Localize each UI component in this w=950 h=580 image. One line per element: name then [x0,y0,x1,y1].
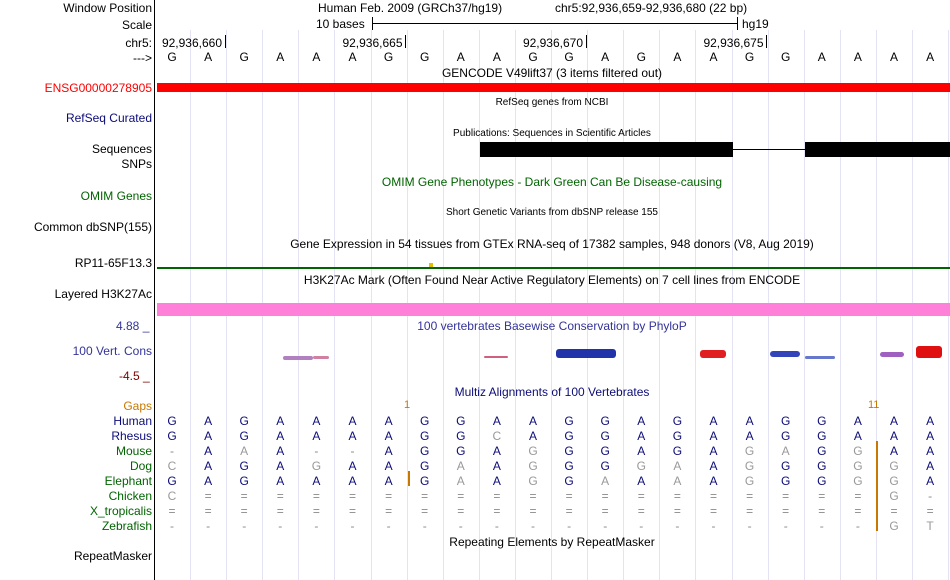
chr-label[interactable]: chr5: [125,36,152,50]
insertion-mark-elephant [408,471,410,486]
alignment-base: G [889,474,899,488]
alignment-base: G [528,474,538,488]
alignment-base: A [204,414,213,428]
alignment-base: G [420,459,430,473]
alignment-base: A [348,474,357,488]
alignment-base: = [890,504,898,518]
alignment-base: G [456,444,466,458]
refseq-title: RefSeq genes from NCBI [495,97,609,108]
alignment-base: - [819,519,824,533]
sequence-base[interactable]: A [456,50,465,64]
alignment-base: G [420,474,430,488]
gencode-title: GENCODE V49lift37 (3 items filtered out) [441,66,663,80]
alignment-base: - [350,444,355,458]
sequence-base[interactable]: A [204,50,213,64]
alignment-base: G [853,444,863,458]
sequence-base[interactable]: A [709,50,718,64]
alignment-base: G [239,474,249,488]
alignment-base: A [312,429,321,443]
alignment-base: A [781,444,790,458]
alignment-base: = [240,489,248,503]
alignment-base: - [206,519,211,533]
alignment-base: A [384,414,393,428]
alignment-base: = [385,489,393,503]
alignment-base: G [744,459,755,473]
phylop-title: 100 vertebrates Basewise Conservation by PhyloP [417,319,687,333]
alignment-base: = [348,489,356,503]
alignment-base: A [276,429,285,443]
alignment-base: G [817,429,827,443]
alignment-base: A [384,474,393,488]
alignment-base: A [312,414,321,428]
species-label-human[interactable]: Human [113,414,152,428]
alignment-base: G [564,459,574,473]
ruler-tick-mark [405,35,406,48]
alignment-base: A [204,474,213,488]
alignment-base: - [350,519,355,533]
gtex-label[interactable]: RP11-65F13.3 [74,256,152,270]
gap-mark-1: 1 [404,399,411,411]
alignment-base: G [817,414,827,428]
scale-label[interactable]: Scale [121,18,152,32]
species-label-dog[interactable]: Dog [129,459,152,473]
alignment-base: A [926,444,935,458]
alignment-base: G [853,474,863,488]
alignment-base: A [456,459,465,473]
alignment-base: A [204,459,213,473]
alignment-base: = [637,504,645,518]
alignment-base: G [600,459,610,473]
alignment-base: A [276,444,285,458]
alignment-base: = [637,489,645,503]
h3k27ac-label[interactable]: Layered H3K27Ac [54,287,152,301]
alignment-base: - [783,519,788,533]
scale-bar [372,23,738,24]
alignment-base: - [170,519,174,533]
alignment-base: - [170,444,174,458]
alignment-base: G [853,459,863,473]
alignment-base: G [672,414,683,428]
alignment-base: G [600,429,610,443]
window-position-label[interactable]: Window Position [63,1,152,15]
sequence-base[interactable]: G [564,50,574,64]
alignment-base: G [781,414,791,428]
alignment-base: G [420,414,430,428]
alignment-base: G [564,429,574,443]
alignment-base: - [639,519,644,533]
sequence-base[interactable]: G [528,50,538,64]
alignment-base: = [673,489,681,503]
alignment-base: G [528,459,538,473]
sequence-base[interactable]: A [889,50,898,64]
alignment-base: G [817,444,827,458]
alignment-base: = [673,504,681,518]
sequence-base[interactable]: G [781,50,791,64]
sequence-base[interactable]: A [276,50,285,64]
alignment-base: G [817,474,827,488]
alignment-base: A [276,459,285,473]
publication-connector [733,149,805,150]
phylop-glyph [484,356,508,358]
ruler-tick-label: 92,936,665 [342,36,403,50]
alignment-base: = [529,504,537,518]
alignment-base: = [601,489,609,503]
alignment-base: G [311,459,322,473]
alignment-base: A [709,414,718,428]
alignment-base: A [456,474,465,488]
alignment-base: = [240,504,248,518]
alignment-base: = [746,504,754,518]
alignment-base: C [492,429,502,443]
alignment-base: A [312,474,321,488]
ruler-tick-mark [766,35,767,48]
alignment-base: A [276,474,285,488]
alignment-base: = [601,504,609,518]
alignment-base: A [926,474,935,488]
alignment-base: - [494,519,499,533]
omim-label[interactable]: OMIM Genes [80,189,152,203]
phylop-min-label: -4.5 _ [119,369,150,383]
phylop-glyph [283,356,313,360]
phylop-glyph [916,346,942,358]
ruler-tick-label: 92,936,675 [703,36,764,50]
sequence-base[interactable]: A [673,50,682,64]
sequence-base[interactable]: A [926,50,935,64]
alignment-base: A [601,474,610,488]
alignment-base: - [928,489,933,503]
alignment-base: = [782,489,790,503]
sequence-base[interactable]: G [744,50,755,64]
sequence-base[interactable]: G [420,50,430,64]
alignment-base: = [818,489,826,503]
alignment-base: = [854,504,862,518]
alignment-base: - [747,519,752,533]
sequence-base[interactable]: A [601,50,610,64]
alignment-base: A [673,474,682,488]
alignment-base: G [600,414,610,428]
sequences-label[interactable]: Sequences [91,142,152,156]
alignment-base: A [384,429,393,443]
alignment-base: A [709,474,718,488]
gencode-gene-bar[interactable] [157,83,950,92]
repeatmasker-title: Repeating Elements by RepeatMasker [449,535,655,549]
alignment-base: A [853,429,862,443]
alignment-base: A [528,429,537,443]
alignment-base: A [204,429,213,443]
phylop-glyph [770,351,800,357]
alignment-base: G [420,429,430,443]
alignment-base: G [744,474,755,488]
alignment-base: A [348,414,357,428]
omim-title: OMIM Gene Phenotypes - Dark Green Can Be Disease-causing [381,175,723,189]
alignment-base: - [711,519,716,533]
species-label-rhesus[interactable]: Rhesus [111,429,152,443]
alignment-base: G [456,429,466,443]
alignment-base: = [457,489,465,503]
sequence-base[interactable]: A [492,50,501,64]
alignment-base: G [672,429,683,443]
alignment-base: A [926,414,935,428]
alignment-base: A [673,459,682,473]
alignment-base: - [242,519,247,533]
alignment-base: - [855,519,860,533]
sequence-base[interactable]: G [636,50,646,64]
alignment-base: G [781,474,791,488]
phylop-max-label: 4.88 _ [116,319,150,333]
h3k27ac-title: H3K27Ac Mark (Often Found Near Active Regulatory Elements) on 7 cell lines from ENCODE [303,273,801,287]
alignment-base: G [600,444,610,458]
alignment-base: = [204,504,212,518]
sequence-base[interactable]: A [348,50,357,64]
phylop-glyph [805,356,835,359]
label-divider [154,0,155,580]
species-label-chicken[interactable]: Chicken [108,489,152,503]
alignment-base: A [637,414,646,428]
alignment-base: = [276,504,284,518]
alignment-base: A [745,414,754,428]
alignment-base: A [745,429,754,443]
alignment-base: - [567,519,572,533]
alignment-base: = [168,504,176,518]
sequence-base[interactable]: A [312,50,321,64]
sequence-base[interactable]: A [817,50,826,64]
alignment-base: A [637,444,646,458]
phylop-label[interactable]: 100 Vert. Cons [72,344,152,358]
alignment-base: A [637,474,646,488]
alignment-base: G [420,444,430,458]
ruler-tick-label: 92,936,670 [522,36,584,50]
alignment-base: = [818,504,826,518]
alignment-base: G [889,519,899,533]
alignment-base: A [492,459,501,473]
alignment-base: G [672,444,683,458]
scale-bar-right-tick [737,17,738,30]
alignment-base: = [312,489,320,503]
alignment-base: = [926,504,934,518]
insertion-mark-column [876,441,878,531]
alignment-base: G [167,474,177,488]
alignment-base: = [782,504,790,518]
gap-mark-2: 11 [868,399,880,411]
gaps-label[interactable]: Gaps [123,399,152,413]
publications-title: Publications: Sequences in Scientific Articles [453,128,651,139]
alignment-base: A [709,459,718,473]
gencode-gene-label[interactable]: ENSG00000278905 [44,81,152,95]
publication-block-1[interactable] [480,142,733,157]
alignment-base: G [781,429,791,443]
species-label-mouse[interactable]: Mouse [115,444,152,458]
alignment-base: - [314,444,319,458]
alignment-base: G [239,459,249,473]
alignment-base: G [781,459,791,473]
alignment-base: - [422,519,427,533]
alignment-base: G [167,414,177,428]
snps-label[interactable]: SNPs [121,157,152,171]
scale-text: 10 bases [316,17,365,31]
species-label-elephant[interactable]: Elephant [104,474,152,488]
alignment-base: G [564,444,574,458]
alignment-base: = [493,489,501,503]
alignment-base: - [386,519,391,533]
gtex-title: Gene Expression in 54 tissues from GTEx RNA-seq of 17382 samples, 948 donors (V8, Aug 2019) [290,237,814,251]
alignment-base: A [276,414,285,428]
alignment-base: = [457,504,465,518]
alignment-base: A [492,474,501,488]
alignment-base: G [528,444,538,458]
alignment-base: = [204,489,212,503]
alignment-base: = [565,504,573,518]
alignment-base: A [492,414,501,428]
alignment-base: A [204,444,213,458]
alignment-base: = [312,504,320,518]
alignment-base: G [564,414,574,428]
alignment-base: = [276,489,284,503]
alignment-base: G [456,414,466,428]
alignment-base: A [889,444,898,458]
alignment-base: = [565,489,573,503]
alignment-base: = [348,504,356,518]
species-label-zebrafish[interactable]: Zebrafish [101,519,152,533]
alignment-base: G [564,474,574,488]
alignment-base: - [603,519,608,533]
alignment-base: - [458,519,463,533]
alignment-base: = [709,489,717,503]
alignment-base: A [492,444,501,458]
alignment-base: T [926,519,934,533]
alignment-base: G [889,459,899,473]
multiz-title: Multiz Alignments of 100 Vertebrates [454,385,650,399]
gtex-baseline [157,267,950,269]
gtex-expression-mark[interactable] [429,263,433,267]
alignment-base: = [854,489,862,503]
alignment-base: A [637,429,646,443]
assembly-title: Human Feb. 2009 (GRCh37/hg19) [318,1,503,15]
ruler-tick-mark [586,35,587,48]
alignment-base: = [746,489,754,503]
alignment-base: - [278,519,283,533]
dbsnp-title: Short Genetic Variants from dbSNP release 155 [446,207,658,218]
alignment-base: = [385,504,393,518]
alignment-base: C [167,459,177,473]
dbsnp-label[interactable]: Common dbSNP(155) [33,220,152,234]
alignment-base: = [421,489,429,503]
repeatmasker-label[interactable]: RepeatMasker [73,549,152,563]
alignment-base: A [384,444,393,458]
alignment-base: A [853,414,862,428]
alignment-base: A [926,459,935,473]
position-text: chr5:92,936,659-92,936,680 (22 bp) [555,1,748,15]
alignment-base: - [314,519,319,533]
alignment-base: A [889,429,898,443]
phylop-glyph [556,349,616,358]
refseq-label[interactable]: RefSeq Curated [65,111,152,125]
alignment-base: A [709,429,718,443]
alignment-base: A [348,429,357,443]
phylop-glyph [700,350,726,358]
alignment-base: G [636,459,646,473]
alignment-base: A [709,444,718,458]
alignment-base: G [817,459,827,473]
sequence-base[interactable]: G [239,50,249,64]
alignment-base: - [531,519,535,533]
h3k27ac-signal[interactable] [157,303,950,316]
alignment-base: G [239,414,249,428]
alignment-base: - [675,519,680,533]
direction-label[interactable]: ---> [133,51,152,65]
alignment-base: A [889,414,898,428]
alignment-base: A [926,429,935,443]
db-text: hg19 [742,17,769,31]
alignment-base: = [421,504,429,518]
alignment-base: A [384,459,393,473]
alignment-base: A [240,444,249,458]
alignment-base: C [167,489,177,503]
publication-block-2[interactable] [805,142,950,157]
alignment-base: = [709,504,717,518]
alignment-base: A [348,459,357,473]
ruler-tick-mark [225,35,226,48]
sequence-base[interactable]: A [853,50,862,64]
alignment-base: G [744,444,755,458]
alignment-base: A [528,414,537,428]
species-label-x_tropicalis[interactable]: X_tropicalis [89,504,152,518]
alignment-base: G [889,489,899,503]
scale-bar-left-tick [372,17,373,30]
sequence-base[interactable]: G [383,50,394,64]
phylop-glyph [313,356,329,359]
alignment-base: G [167,429,177,443]
ruler-tick-label: 92,936,660 [161,36,223,50]
alignment-base: = [529,489,537,503]
sequence-base[interactable]: G [167,50,177,64]
alignment-base: = [493,504,501,518]
phylop-glyph [880,352,904,357]
alignment-base: G [239,429,249,443]
